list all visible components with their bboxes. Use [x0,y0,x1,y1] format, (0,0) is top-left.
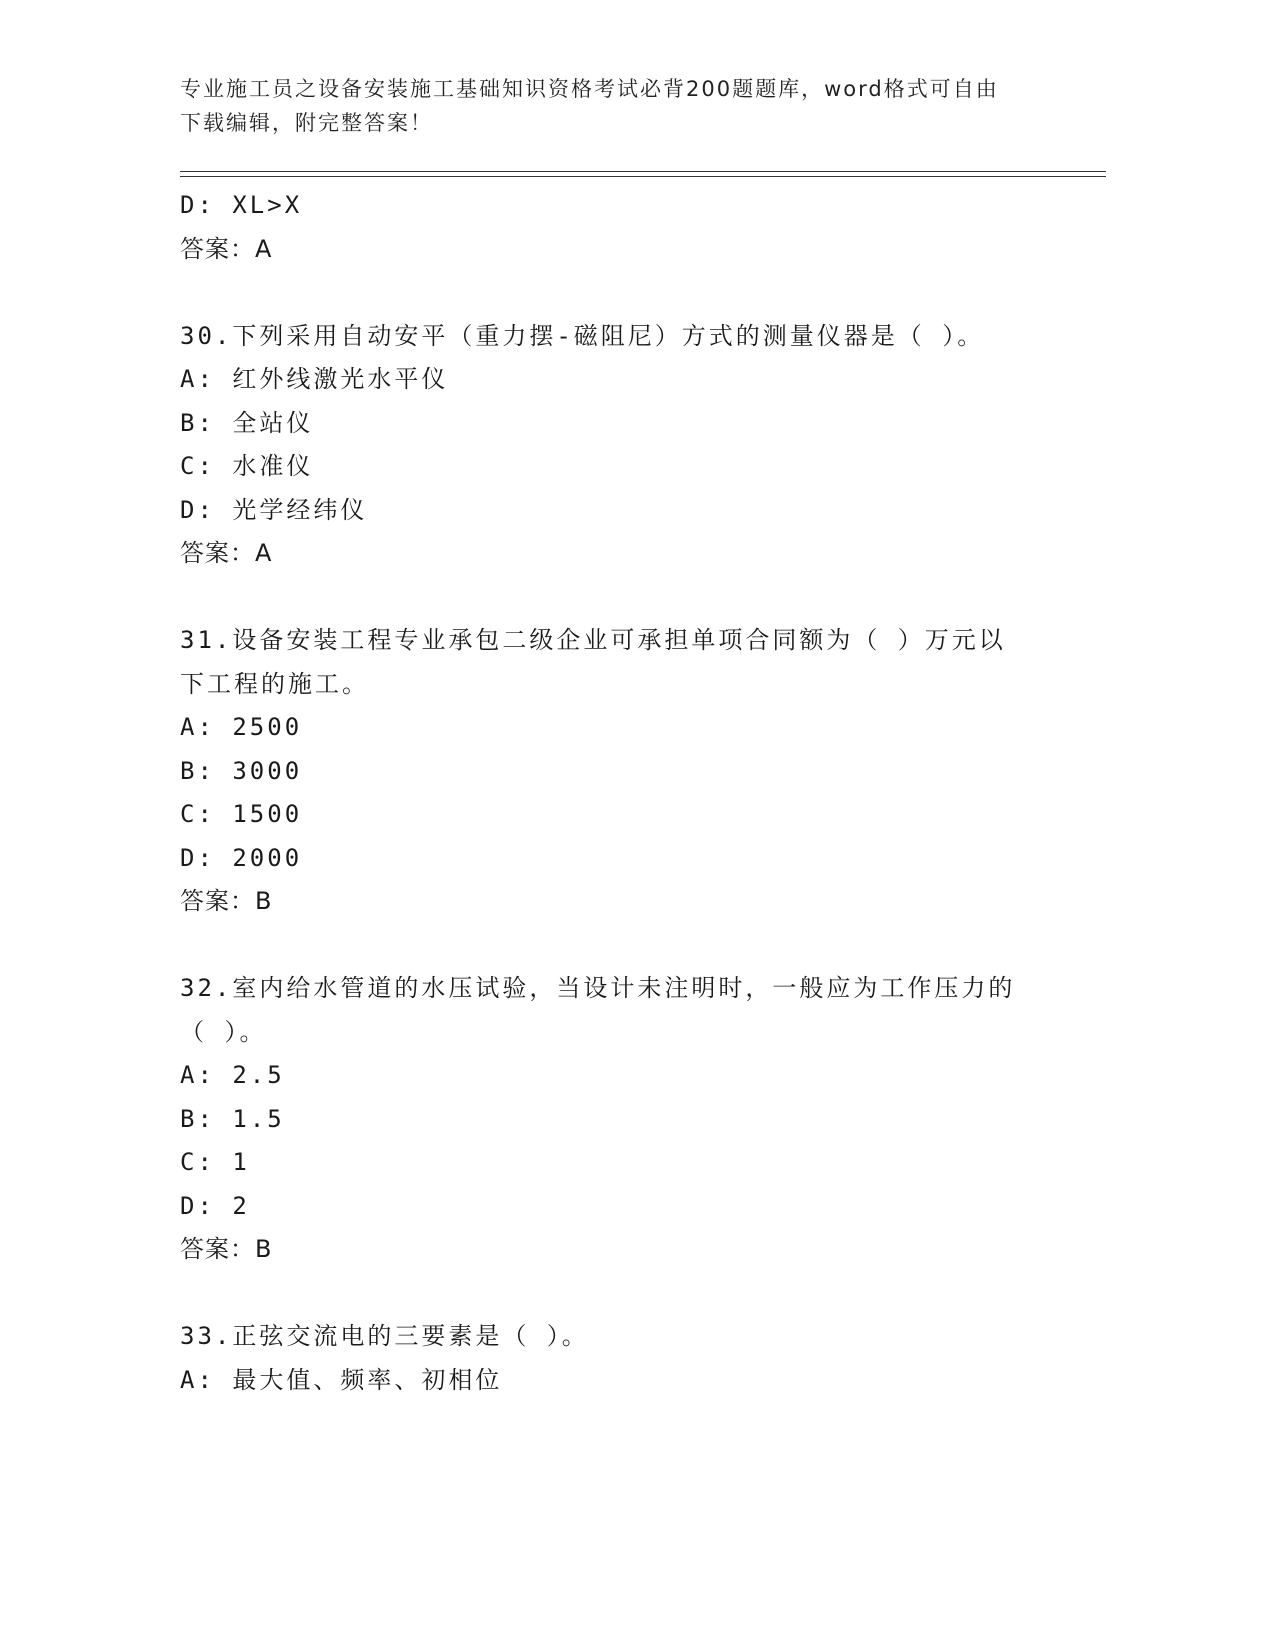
option-c: C: 1500 [180,800,303,828]
question-33 [180,1315,1060,1402]
question-stem-line-2: （ ）。 [180,1017,267,1046]
question-32 [180,967,1060,1272]
option-d: D: 2000 [180,843,303,872]
answer: 答案：B [180,887,273,915]
question-stem-line-2: 下工程的施工。 [180,669,369,698]
question-stem-line-1: 32.室内给水管道的水压试验，当设计未注明时，一般应为工作压力的 [180,974,1016,1002]
spacer [180,924,1060,968]
option-b: B: 1.5 [180,1104,285,1133]
question-30 [180,315,1060,576]
answer: 答案：B [180,1235,273,1263]
option-a: A: 2500 [180,713,303,741]
option-d: D: 光学经纬仪 [180,495,368,524]
question-stem-line-1: 31.设备安装工程专业承包二级企业可承担单项合同额为（ ）万元以 [180,626,1006,654]
page-header [180,72,1060,140]
prev-option-d: D: XL>X [180,191,303,219]
question-stem: 33.正弦交流电的三要素是（ ）。 [180,1322,589,1350]
option-c: C: 1 [180,1148,250,1176]
option-a: A: 2.5 [180,1061,285,1089]
question-list [180,184,1060,1402]
question-stem: 30.下列采用自动安平（重力摆-磁阻尼）方式的测量仪器是（ ）。 [180,321,985,350]
answer: 答案：A [180,539,273,567]
header-title-line-2: 下载编辑，附完整答案！ [180,111,433,135]
question-31 [180,619,1060,924]
header-divider-bottom [180,176,1106,177]
option-a: A: 最大值、频率、初相位 [180,1365,503,1394]
option-b: B: 全站仪 [180,408,314,437]
prev-answer: 答案：A [180,234,273,263]
option-b: B: 3000 [180,756,303,785]
option-a: A: 红外线激光水平仪 [180,365,449,393]
option-d: D: 2 [180,1191,250,1220]
spacer [180,576,1060,620]
header-divider-top [180,171,1106,172]
header-title-line-1: 专业施工员之设备安装施工基础知识资格考试必背200题题库，word格式可自由 [180,77,999,101]
spacer [180,271,1060,315]
option-c: C: 水准仪 [180,452,314,480]
spacer [180,1272,1060,1316]
